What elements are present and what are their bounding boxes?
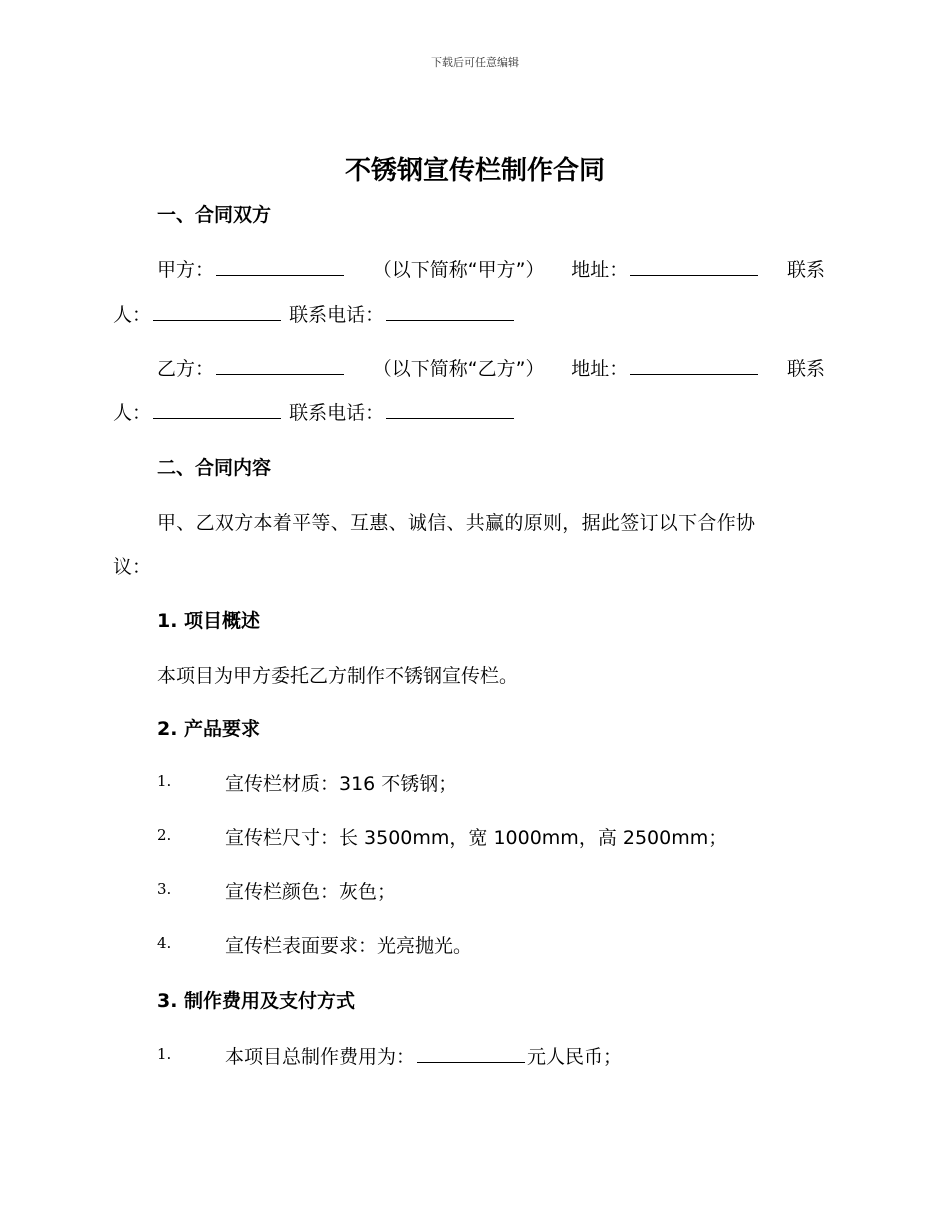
section2-intro-line2: 议： [113, 556, 152, 578]
sub3-heading: 3. 制作费用及支付方式 [157, 990, 356, 1012]
header-note: 下载后可任意编辑 [431, 56, 519, 69]
party-b-line2 [113, 398, 516, 425]
section2-intro-line1: 甲、乙双方本着平等、互惠、诚信、共赢的原则，据此签订以下合作协 [157, 512, 756, 534]
party-b-contact-label-part2: 人： [113, 402, 152, 424]
payment-text-after: 元人民币； [527, 1046, 623, 1068]
party-a-address-blank [630, 257, 758, 276]
party-b-label: 乙方： [157, 358, 215, 380]
section1-heading: 一、合同双方 [157, 204, 272, 226]
party-a-name-group [157, 255, 346, 282]
party-a-contact-label-part1: 联系 [786, 259, 825, 281]
payment-num-1: 1. [157, 1045, 172, 1063]
party-a-address-group [571, 255, 760, 282]
requirement-num-2: 2. [157, 826, 172, 844]
requirement-num-3: 3. [157, 880, 172, 898]
party-b-line1 [157, 354, 825, 381]
requirement-text-1: 宣传栏材质：316 不锈钢； [225, 773, 458, 795]
party-b-contact-label-part1: 联系 [786, 358, 825, 380]
party-a-name-blank [216, 257, 344, 276]
payment-text-before: 本项目总制作费用为： [225, 1046, 416, 1068]
party-a-line2 [113, 300, 516, 327]
sub1-text: 本项目为甲方委托乙方制作不锈钢宣传栏。 [157, 665, 519, 687]
party-b-name-blank [216, 356, 344, 375]
requirement-text-4: 宣传栏表面要求：光亮抛光。 [225, 935, 473, 957]
party-b-abbr: （以下简称“乙方”） [372, 358, 545, 380]
sub1-heading: 1. 项目概述 [157, 610, 261, 632]
section2-heading: 二、合同内容 [157, 457, 272, 479]
requirement-text-3: 宣传栏颜色：灰色； [225, 881, 397, 903]
party-b-address-blank [630, 356, 758, 375]
party-a-contact-blank [153, 302, 281, 321]
requirement-num-1: 1. [157, 772, 172, 790]
party-b-contact-blank [153, 400, 281, 419]
party-b-phone-label: 联系电话： [289, 402, 385, 424]
party-a-phone-label: 联系电话： [289, 304, 385, 326]
document-title: 不锈钢宣传栏制作合同 [344, 156, 605, 186]
party-a-address-label: 地址： [571, 259, 629, 281]
party-a-contact-label-part2: 人： [113, 304, 152, 326]
party-a-line1 [157, 255, 825, 282]
party-b-phone-blank [386, 400, 514, 419]
party-a-phone-blank [386, 302, 514, 321]
payment-amount-blank [417, 1044, 525, 1063]
party-a-label: 甲方： [157, 259, 215, 281]
party-a-abbr: （以下简称“甲方”） [372, 259, 545, 281]
party-b-name-group [157, 354, 346, 381]
requirement-num-4: 4. [157, 934, 172, 952]
party-b-address-label: 地址： [571, 358, 629, 380]
requirement-text-2: 宣传栏尺寸：长 3500mm，宽 1000mm，高 2500mm； [225, 827, 728, 849]
sub2-heading: 2. 产品要求 [157, 718, 261, 740]
party-b-address-group [571, 354, 760, 381]
payment-text-1 [225, 1042, 622, 1069]
